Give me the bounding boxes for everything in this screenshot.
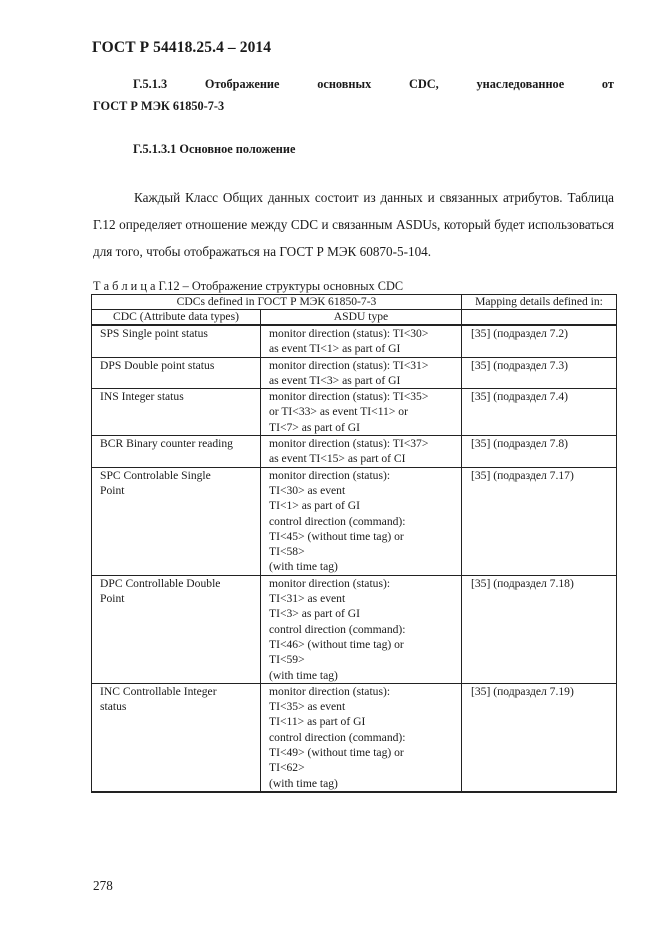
table-header-row [92,295,617,310]
cell-cdc: INS Integer status [92,389,261,436]
cell-asdu-type: monitor direction (status): TI<31> as event TI<3> as part of GI control direction (command): TI<46> (without time tag) or TI<59> (with time tag) [261,575,462,683]
section-word: унаследованное [476,77,565,91]
cell-asdu-type: monitor direction (status): TI<31> as event TI<3> as part of GI [261,357,462,389]
cell-mapping: [35] (подраздел 7.3) [462,357,617,389]
cdc-mapping-table [91,294,617,793]
table-caption: Т а б л и ц а Г.12 – Отображение структуры основных CDC [93,279,404,293]
table-row [92,389,617,436]
cell-cdc: SPC Controlable Single Point [92,467,261,575]
table-subheader-row [92,310,617,326]
cell-cdc: SPS Single point status [92,325,261,357]
cell-mapping: [35] (подраздел 7.19) [462,683,617,792]
cell-cdc: DPS Double point status [92,357,261,389]
subsection-heading: Г.5.1.3.1 Основное положение [133,142,296,156]
section-word: от [601,77,614,91]
section-word: основных [317,77,372,91]
cell-mapping: [35] (подраздел 7.2) [462,325,617,357]
cell-asdu-type: monitor direction (status): TI<30> as event TI<1> as part of GI control direction (command): TI<45> (without time tag) or TI<58> (with time tag) [261,467,462,575]
section-word: Отображение [204,77,280,91]
table-row [92,467,617,575]
header-empty [462,310,617,326]
header-mapping-details: Mapping details defined in: [462,295,617,310]
header-cdcs-defined: CDCs defined in ГОСТ Р МЭК 61850-7-3 [92,295,462,310]
cell-asdu-type: monitor direction (status): TI<30> as event TI<1> as part of GI [261,325,462,357]
header-cdc: CDC (Attribute data types) [92,310,261,326]
cell-cdc: INC Controllable Integer status [92,683,261,792]
section-heading [93,73,614,117]
table-row [92,357,617,389]
cell-asdu-type: monitor direction (status): TI<35> as event TI<11> as part of GI control direction (command): TI<49> (without time tag) or TI<62> (with time tag) [261,683,462,792]
page-number: 278 [93,878,113,893]
table-row [92,325,617,357]
cell-mapping: [35] (подраздел 7.8) [462,436,617,468]
section-heading-line2: ГОСТ Р МЭК 61850-7-3 [93,99,225,113]
cell-mapping: [35] (подраздел 7.18) [462,575,617,683]
body-paragraph: Каждый Класс Общих данных состоит из данных и связанных атрибутов. Таблица Г.12 определяет отношение между CDC и связанным ASDUs, который будет использоваться для того, чтобы отображаться на ГОСТ Р МЭК 60870-5-104. [93,190,614,259]
table-row [92,683,617,792]
cell-asdu-type: monitor direction (status): TI<35> or TI<33> as event TI<11> or TI<7> as part of GI [261,389,462,436]
section-word: CDC, [409,77,439,91]
cell-mapping: [35] (подраздел 7.4) [462,389,617,436]
cell-cdc: DPC Controllable Double Point [92,575,261,683]
table-row [92,575,617,683]
cell-cdc: BCR Binary counter reading [92,436,261,468]
document-header: ГОСТ Р 54418.25.4 – 2014 [92,39,272,56]
section-heading-line1 [93,73,614,95]
cell-asdu-type: monitor direction (status): TI<37> as event TI<15> as part of CI [261,436,462,468]
header-asdu-type: ASDU type [261,310,462,326]
table-row [92,436,617,468]
cell-mapping: [35] (подраздел 7.17) [462,467,617,575]
section-number: Г.5.1.3 [133,77,168,91]
